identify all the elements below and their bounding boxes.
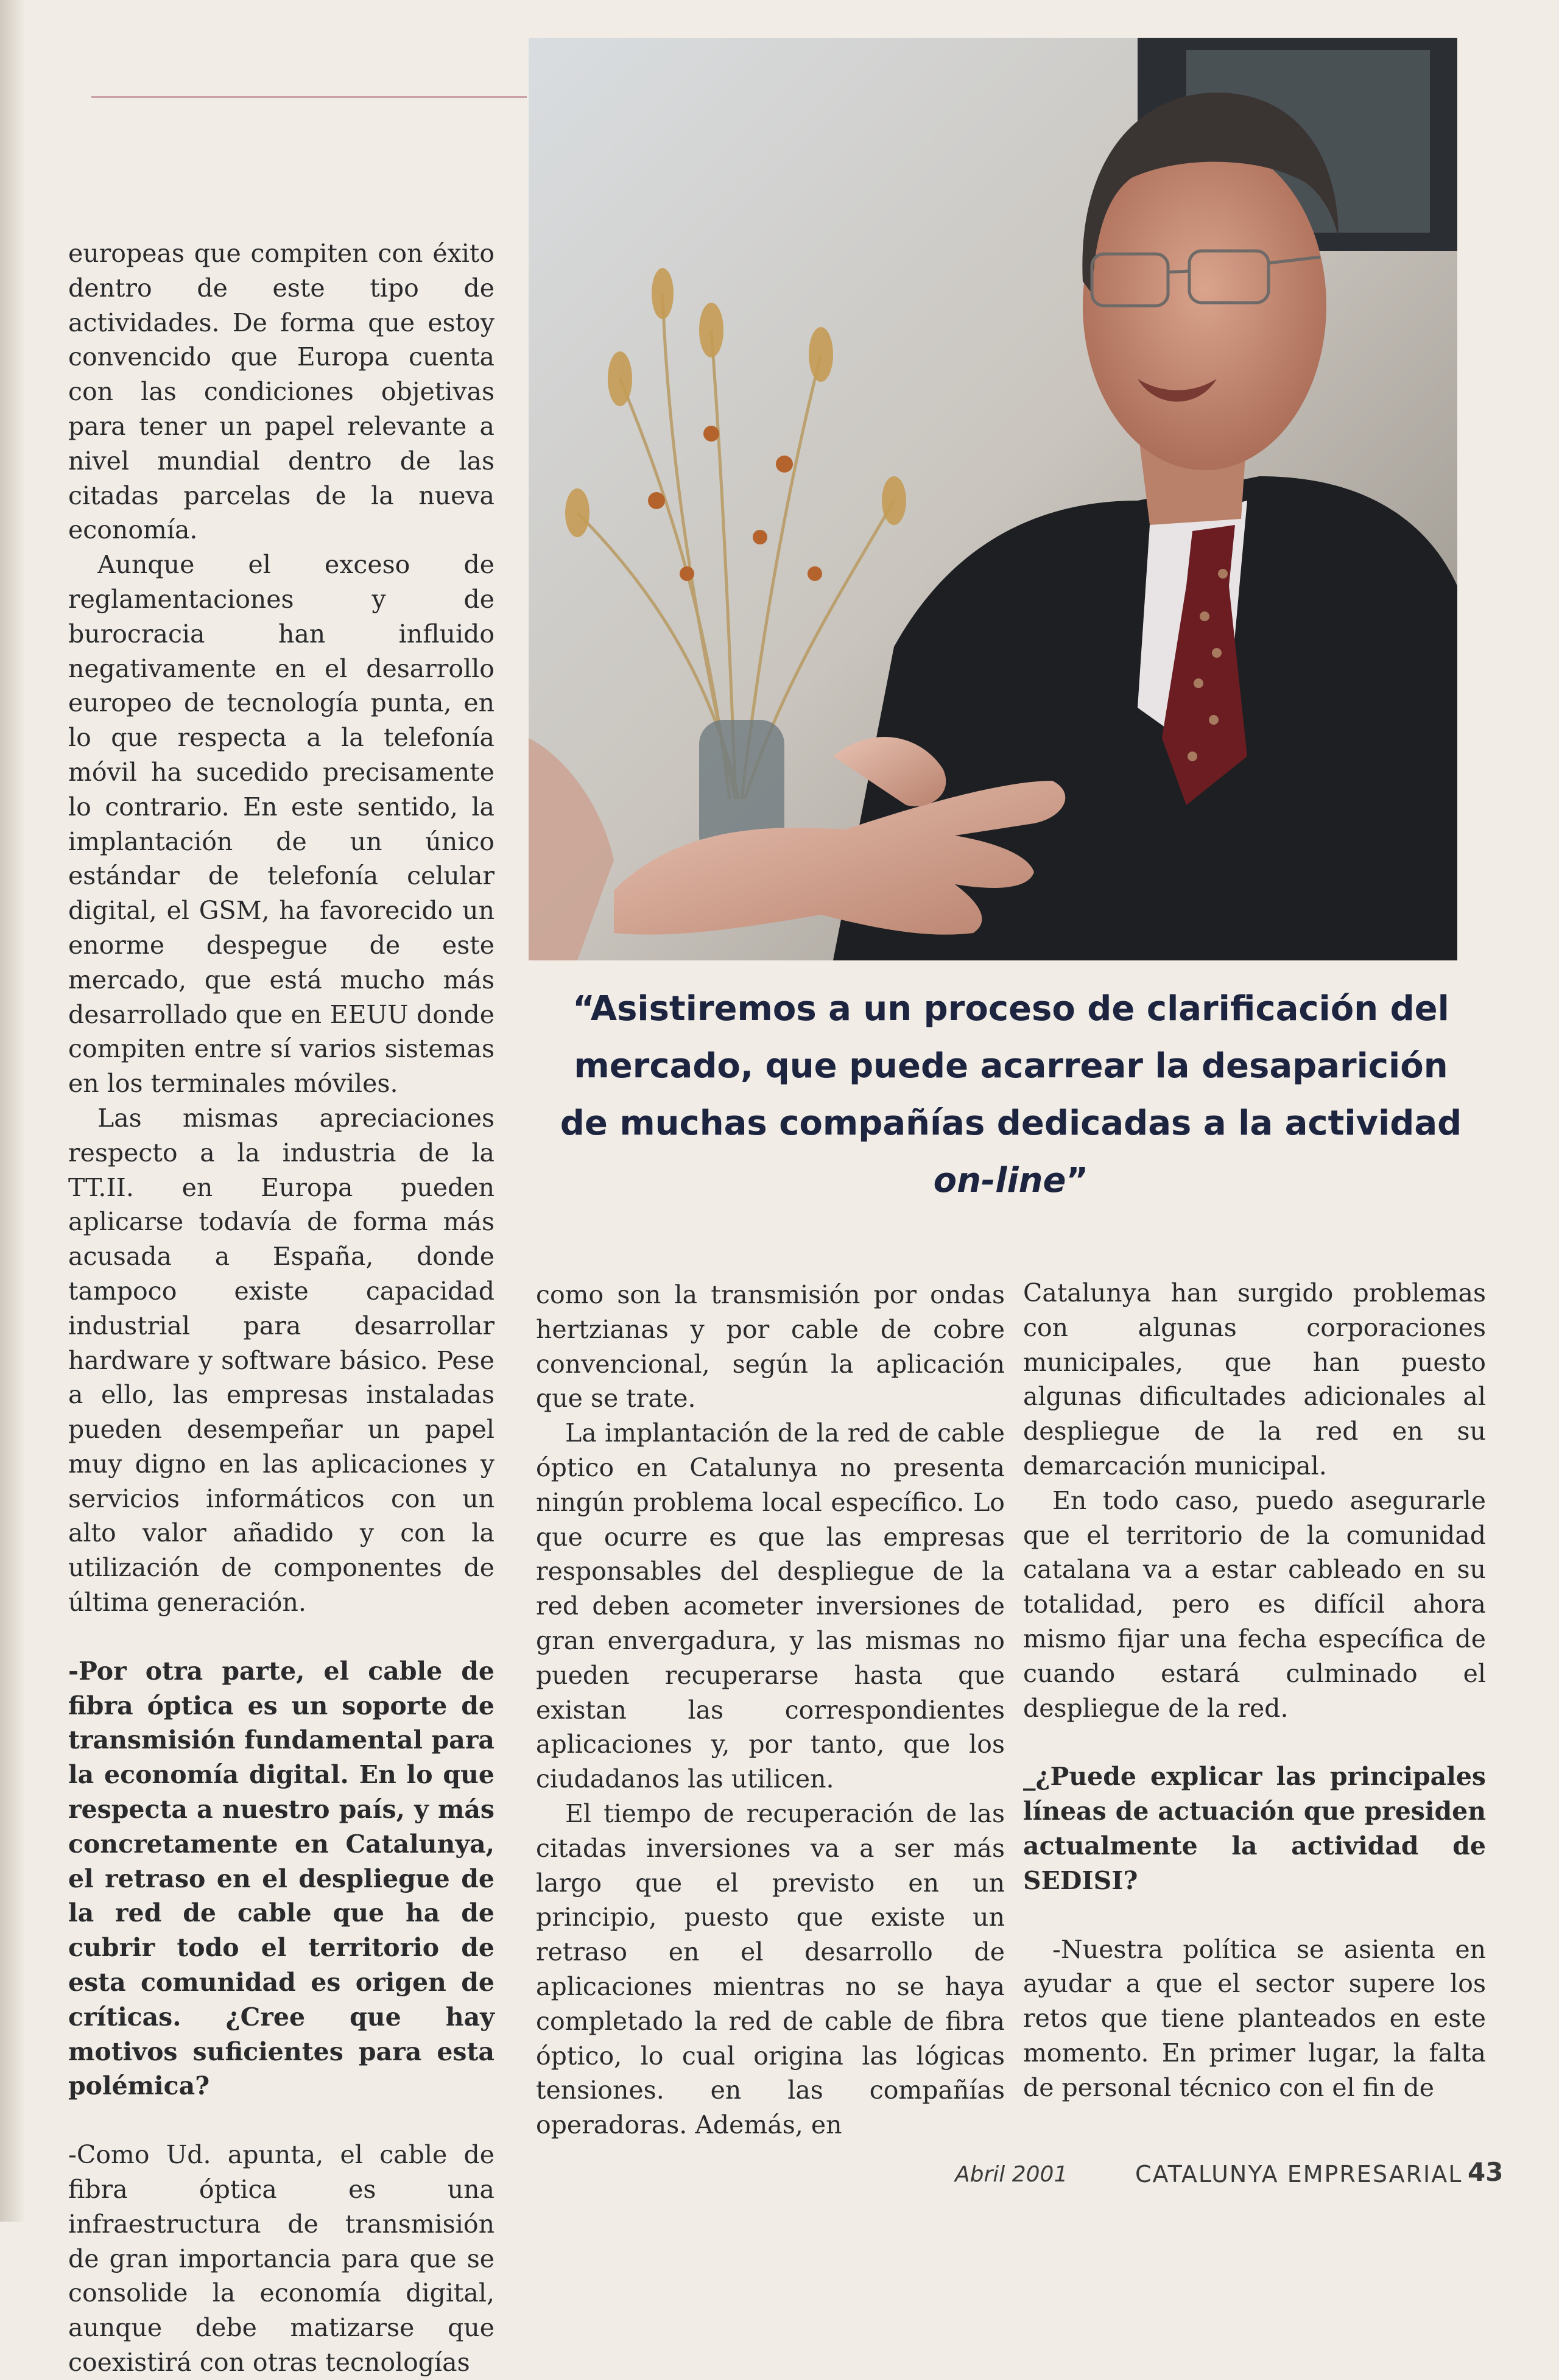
paragraph: Catalunya han surgido problemas con algunas corporaciones municipales, que han puesto algunas dificultades adicionales al despliegue de la red en su demarcación municipal. [1023,1278,1486,1480]
paragraph: como son la transmisión por ondas hertzianas y por cable de cobre convencional, según la aplicación que se trate. [536,1280,1005,1414]
pull-quote-text: “Asistiremos a un proceso de clarificación del mercado, que puede acarrear la desaparición de muchas compañías dedicadas a la actividad [560,989,1462,1143]
paragraph: Las mismas apreciaciones respecto a la industria de la TT.II. en Europa pueden aplicarse todavía de forma más acusada a España, donde tampoco existe capacidad industrial para desarrollar hardware y software básico. Pese a ello, las empresas instaladas pueden desempeñar un papel muy digno en las aplicaciones y servicios informáticos con un alto valor añadido y con la utilización de componentes de última generación. [68,1103,494,1618]
paragraph: En todo caso, puedo asegurarle que el territorio de la comunidad catalana va a estar cableado en su totalidad, pero es difícil ahora mismo fijar una fecha específica de cuando estará culminado el despliegue de la red. [1023,1485,1486,1723]
decorative-rule [91,96,527,98]
magazine-name: CATALUNYA EMPRESARIAL [1135,2161,1463,2188]
pull-quote-emphasis: on-line [933,1161,1066,1200]
paragraph: El tiempo de recuperación de las citadas inversiones va a ser más largo que el previsto en un principio, puesto que existe un retraso en el desarrollo de aplicaciones mientras no se haya completado la red de cable de fibra óptico, lo cual origina las lógicas tensiones. en las compañías operadoras. Además, en [536,1798,1005,2140]
middle-column [536,1278,1005,2142]
page-footer [0,2156,1559,2192]
left-column [68,236,494,2380]
interview-answer: -Nuestra política se asienta en ayudar a que el sector supere los retos que tiene planteados en este momento. En primer lugar, la falta de personal técnico con el fin de [1023,1934,1486,2102]
interview-question: _¿Puede explicar las principales líneas de actuación que presiden actualmente la actividad de SEDISI? [1023,1762,1486,1895]
page-gutter [0,0,24,2222]
paragraph: europeas que compiten con éxito dentro de este tipo de actividades. De forma que estoy convencido que Europa cuenta con las condiciones objetivas para tener un papel relevante a nivel mundial dentro de las citadas parcelas de la nueva economía. [68,239,494,545]
page-number: 43 [1468,2157,1504,2187]
right-column [1023,1276,1486,2105]
paragraph: La implantación de la red de cable óptico en Catalunya no presenta ningún problema local específico. Lo que ocurre es que las empresas responsables del despliegue de la red deben acometer inversiones de gran envergadura, y las mismas no pueden recuperarse hasta que existan las correspondientes aplicaciones y, por tanto, que los ciudadanos las utilicen. [536,1418,1005,1794]
interview-answer: -Como Ud. apunta, el cable de fibra óptica es una infraestructura de transmisión de gran importancia para que se consolide la economía digital, aunque debe matizarse que coexistirá con otras tecnologías [68,2140,494,2378]
paragraph: Aunque el exceso de reglamentaciones y de burocracia han influido negativamente en el desarrollo europeo de tecnología punta, en lo que respecta a la telefonía móvil ha sucedido precisamente lo contrario. En este sentido, la implantación de un único estándar de telefonía celular digital, el GSM, ha favorecido un enorme despegue de este mercado, que está mucho más desarrollado que en EEUU donde compiten entre sí varios sistemas en los terminales móviles. [68,550,494,1099]
issue-date: Abril 2001 [955,2162,1068,2187]
pull-quote [548,981,1474,1209]
pull-quote-close: ” [1066,1161,1089,1200]
interview-question: -Por otra parte, el cable de fibra óptica es un soporte de transmisión fundamental para la economía digital. En lo que respecta a nuestro país, y más concretamente en Catalunya, el retraso en el despliegue de la red de cable que ha de cubrir todo el territorio de esta comunidad es origen de críticas. ¿Cree que hay motivos suficientes para esta polémica? [68,1656,494,2101]
interview-photo [529,38,1457,960]
